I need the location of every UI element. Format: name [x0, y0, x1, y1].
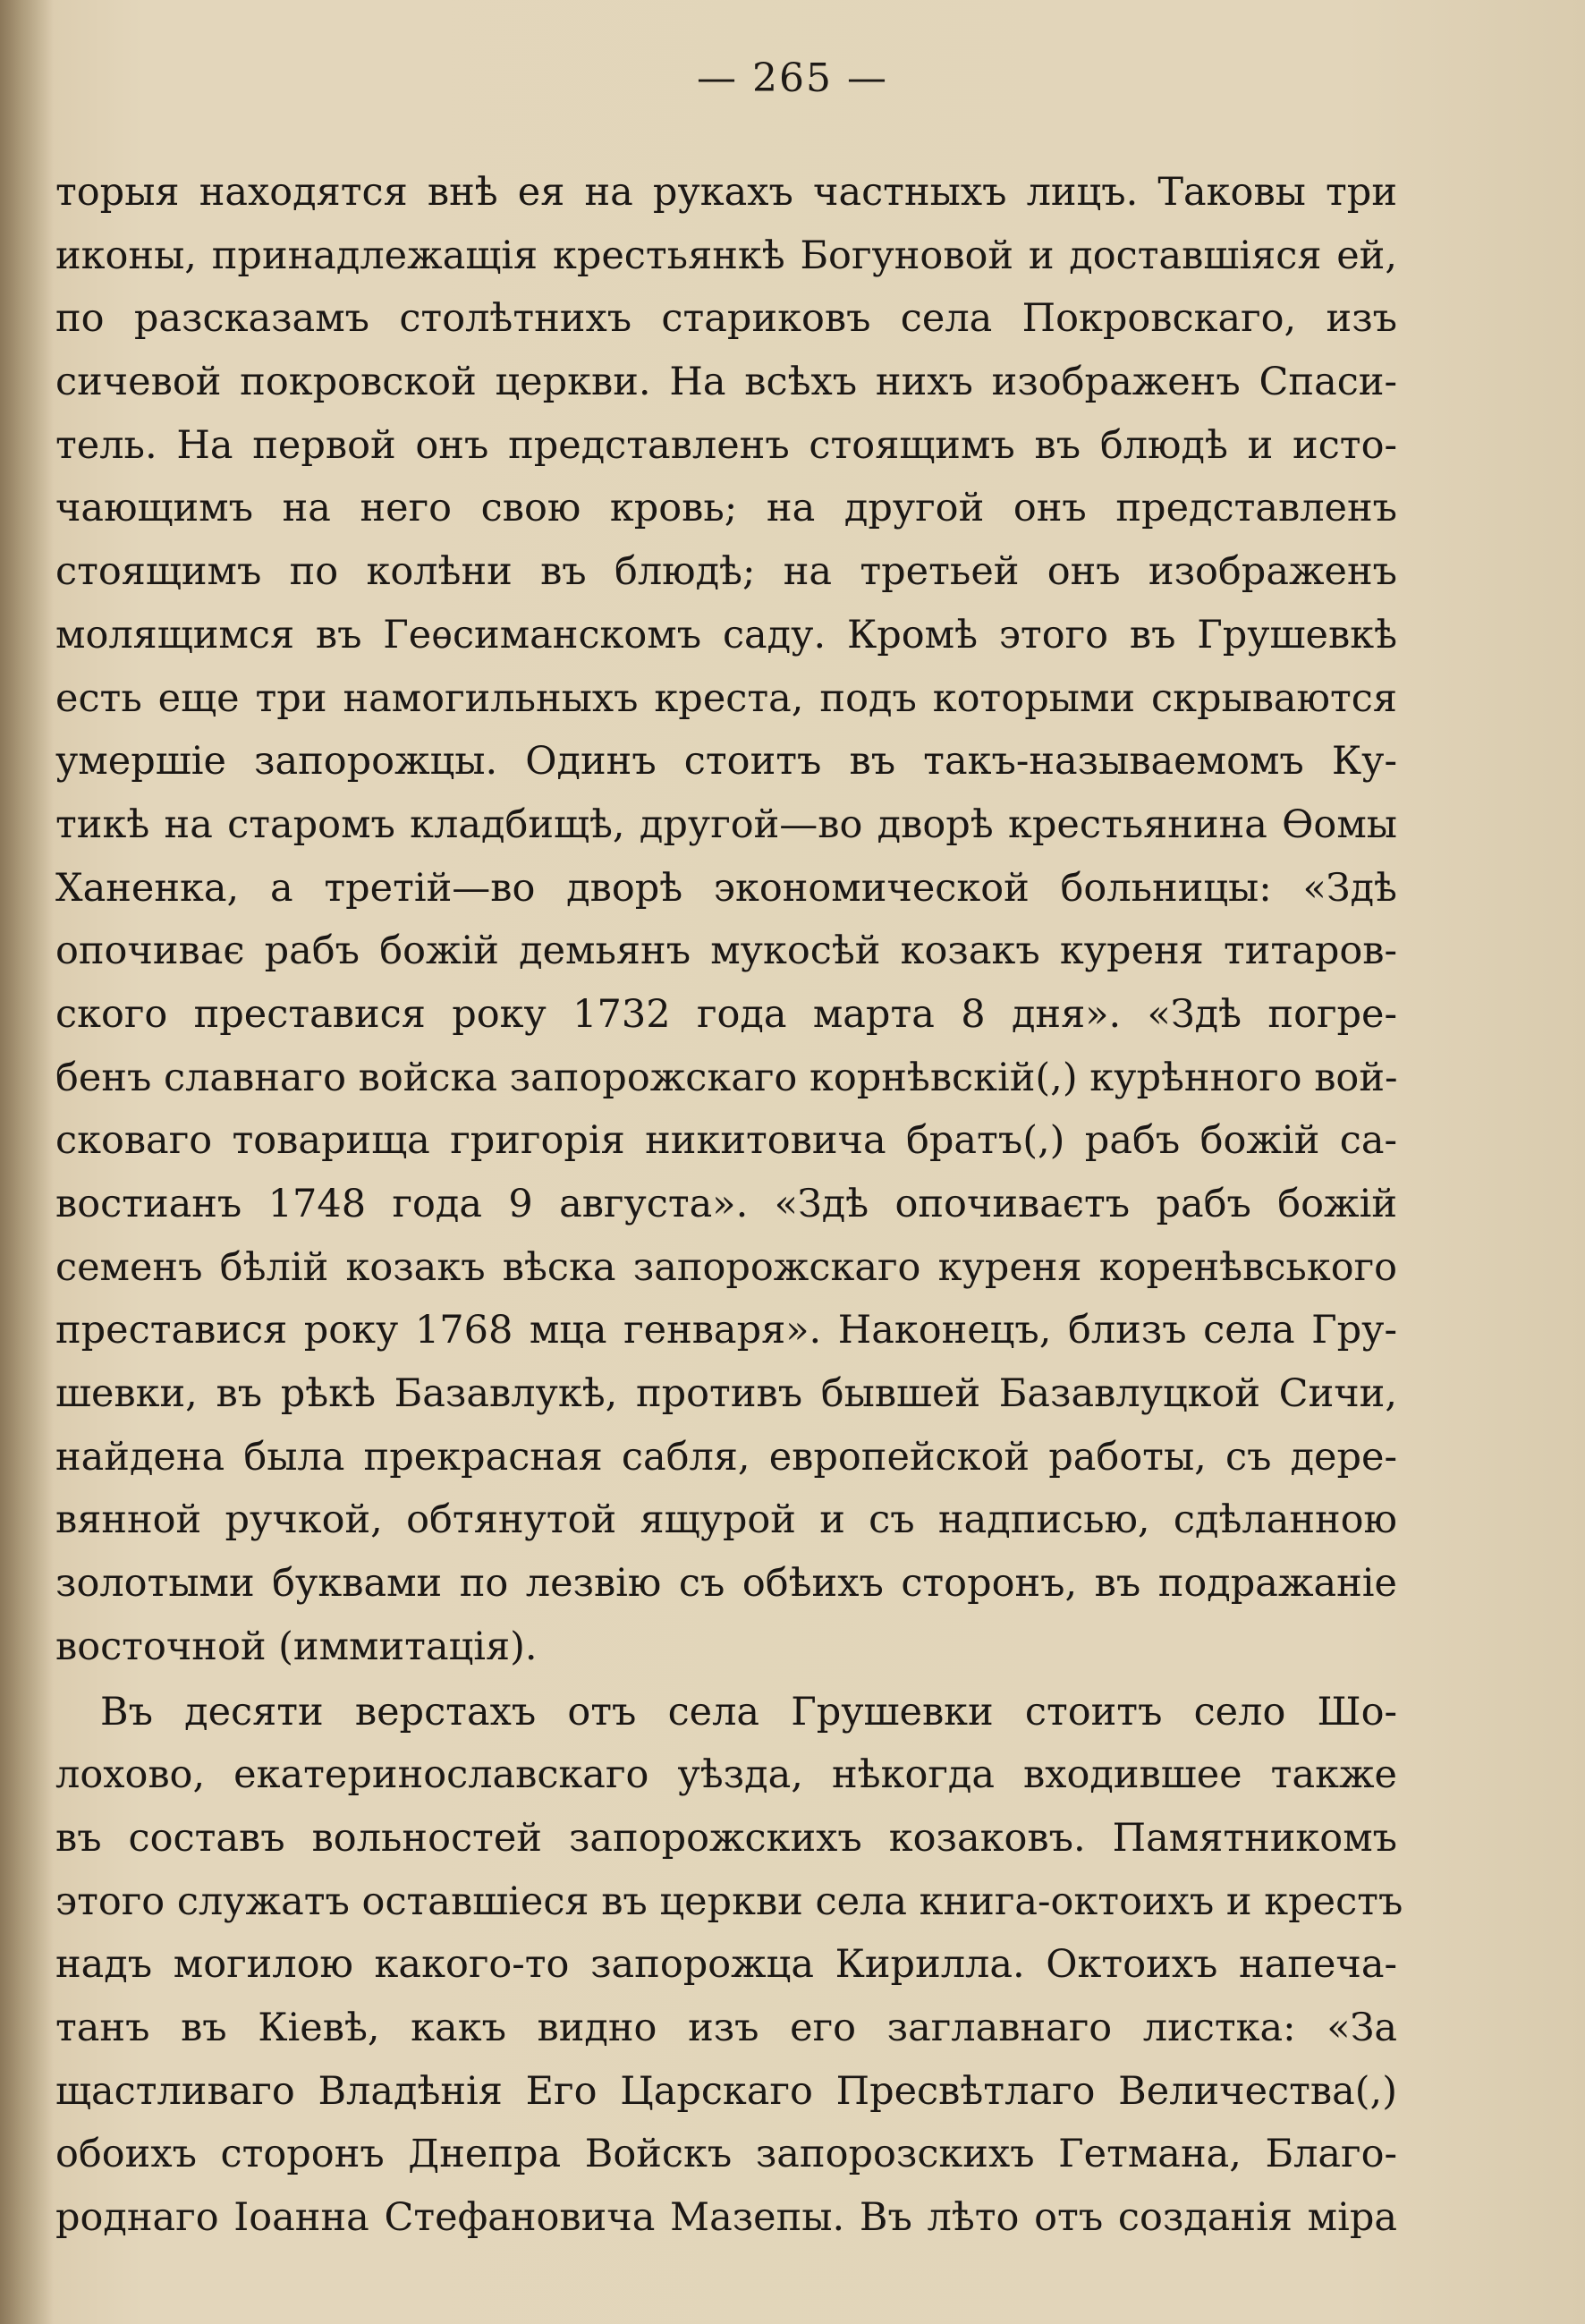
paragraph: [55, 1681, 1403, 2250]
text-line: иконы, принадлежащія крестьянкѣ Богуновой и доставшіяся ей,: [55, 233, 1397, 278]
text-line: чающимъ на него свою кровь; на другой онъ представленъ: [55, 486, 1397, 531]
text-line: по разсказамъ столѣтнихъ стариковъ села Покровскаго, изъ: [55, 296, 1397, 342]
text-line: надъ могилою какого-то запорожца Кирилла. Октоихъ напеча-: [55, 1942, 1397, 1988]
text-line: стоящимъ по колѣни въ блюдѣ; на третьей онъ изображенъ: [55, 549, 1397, 595]
body-text: [55, 161, 1403, 2250]
paragraph: [55, 161, 1397, 1679]
text-line: вянной ручкой, обтянутой ящурой и съ надписью, сдѣланною: [55, 1497, 1397, 1543]
text-line: золотыми буквами по лезвію съ обѣихъ сторонъ, въ подражаніе: [55, 1561, 1397, 1607]
text-line: преставися року 1768 мца генваря». Наконецъ, близъ села Гру-: [55, 1308, 1397, 1353]
text-line: этого служатъ оставшіеся въ церкви села книга-октоихъ и крестъ: [55, 1879, 1403, 1924]
text-line: Въ десяти верстахъ отъ села Грушевки стоитъ село Шо-: [100, 1689, 1397, 1735]
text-line: обоихъ сторонъ Днепра Войскъ запорозскихъ Гетмана, Благо-: [55, 2132, 1397, 2177]
text-line: шевки, въ рѣкѣ Базавлукѣ, противъ бывшей Базавлуцкой Сичи,: [55, 1371, 1397, 1417]
text-line: танъ въ Кіевѣ, какъ видно изъ его заглавнаго листка: «За: [55, 2005, 1397, 2050]
text-line: щастливаго Владѣнія Его Царскаго Пресвѣтлаго Величества(,): [55, 2068, 1397, 2114]
text-line: тикѣ на старомъ кладбищѣ, другой—во дворѣ крестьянина Ѳомы: [55, 802, 1397, 847]
text-line: молящимся въ Геѳсиманскомъ саду. Кромѣ этого въ Грушевкѣ: [55, 612, 1397, 657]
text-line: Ханенка, а третій—во дворѣ экономической больницы: «Здѣ: [55, 865, 1397, 911]
text-line: сичевой покровской церкви. На всѣхъ нихъ изображенъ Спаси-: [55, 360, 1397, 405]
text-line: найдена была прекрасная сабля, европейской работы, съ дере-: [55, 1434, 1397, 1480]
text-line: опочиває рабъ божій демьянъ мукосѣй козакъ куреня титаров-: [55, 929, 1397, 974]
text-line: ского преставися року 1732 года марта 8 дня». «Здѣ погре-: [55, 991, 1397, 1037]
text-line: роднаго Іоанна Стефановича Мазепы. Въ лѣто отъ созданія міра: [55, 2195, 1397, 2240]
text-line: торыя находятся внѣ ея на рукахъ частныхъ лицъ. Таковы три: [55, 170, 1397, 215]
text-line: лохово, екатеринославскаго уѣзда, нѣкогда входившее также: [55, 1752, 1397, 1798]
text-line: сковаго товарища григорія никитовича братъ(,) рабъ божій са-: [55, 1118, 1397, 1164]
text-line: восточной (иммитація).: [55, 1624, 538, 1669]
text-line: тель. На первой онъ представленъ стоящимъ въ блюдѣ и исто-: [55, 422, 1397, 468]
text-line: въ составъ вольностей запорожскихъ козаковъ. Памятникомъ: [55, 1815, 1397, 1861]
page-number: — 265 —: [697, 55, 888, 101]
text-line: семенъ бѣлій козакъ вѣска запорожскаго куреня коренѣвського: [55, 1244, 1397, 1290]
binding-shadow: [0, 0, 54, 2324]
text-line: есть еще три намогильныхъ креста, подъ которыми скрываются: [55, 675, 1397, 721]
text-line: востианъ 1748 года 9 августа». «Здѣ опочиваєтъ рабъ божій: [55, 1182, 1397, 1226]
text-line: бенъ славнаго войска запорожскаго корнѣвскій(,) курѣнного вой-: [55, 1055, 1398, 1100]
text-line: умершіе запорожцы. Одинъ стоитъ въ такъ-называемомъ Ку-: [55, 739, 1397, 785]
